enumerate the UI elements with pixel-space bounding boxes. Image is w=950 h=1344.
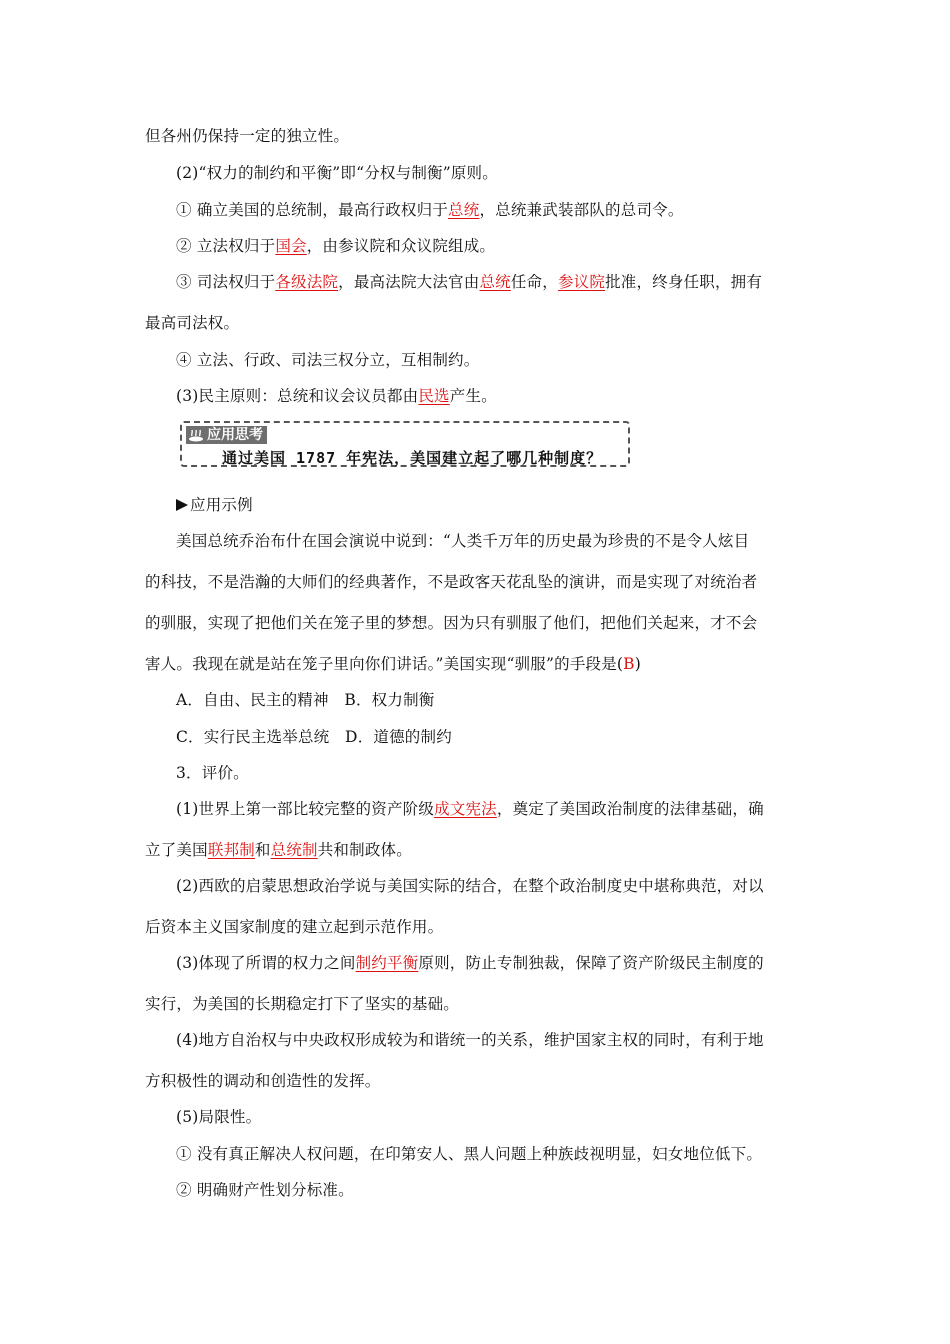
text-line: 最高司法权。 — [145, 314, 240, 332]
text-line: 方积极性的调动和创造性的发挥。 — [145, 1072, 381, 1090]
option-line: A．自由、民主的精神 B．权力制衡 — [176, 691, 435, 709]
text-line: ① 确立美国的总统制，最高行政权归于总统，总统兼武装部队的总司令。 — [176, 201, 684, 219]
answer-blank: 参议院 — [557, 273, 606, 291]
answer-blank: 成文宪法 — [434, 800, 497, 818]
text-line: 后资本主义国家制度的建立起到示范作用。 — [145, 918, 444, 936]
triangle-bullet-icon — [176, 499, 188, 511]
answer-letter: B — [623, 655, 635, 673]
text-line: ③ 司法权归于各级法院，最高法院大法官由总统任命，参议院批准，终身任职，拥有 — [176, 273, 763, 291]
answer-blank: 联邦制 — [207, 841, 255, 859]
text-line: (3)体现了所谓的权力之间制约平衡原则，防止专制独裁，保障了资产阶级民主制度的 — [176, 954, 764, 972]
text-line: 但各州仍保持一定的独立性。 — [145, 127, 350, 145]
section-heading: 3．评价。 — [176, 764, 249, 782]
text-line: ② 明确财产性划分标准。 — [176, 1181, 354, 1199]
answer-blank: 国会 — [275, 237, 307, 255]
text-line: (1)世界上第一部比较完整的资产阶级成文宪法，奠定了美国政治制度的法律基础，确 — [176, 800, 764, 818]
text-line: 害人。我现在就是站在笼子里向你们讲话。”美国实现“驯服”的手段是(B) — [145, 655, 642, 673]
text-line: (5)局限性。 — [176, 1108, 262, 1126]
text-line: 美国总统乔治布什在国会演说中说到：“人类千万年的历史最为珍贵的不是令人炫目 — [176, 532, 750, 550]
text-line: ① 没有真正解决人权问题，在印第安人、黑人问题上种族歧视明显，妇女地位低下。 — [176, 1145, 763, 1163]
steam-icon — [188, 428, 204, 442]
answer-blank: 总统 — [448, 201, 480, 219]
text-line: ② 立法权归于国会，由参议院和众议院组成。 — [176, 237, 496, 255]
text-line: 的科技，不是浩瀚的大师们的经典著作，不是政客天花乱坠的演讲，而是实现了对统治者 — [145, 573, 758, 591]
think-box — [180, 421, 630, 467]
think-box-question: 通过美国 1787 年宪法，美国建立起了哪几种制度？ — [222, 449, 603, 467]
text-line: (4)地方自治权与中央政权形成较为和谐统一的关系，维护国家主权的同时，有利于地 — [176, 1031, 764, 1049]
think-box-label: 应用思考 — [186, 426, 267, 444]
answer-blank: 各级法院 — [275, 273, 339, 291]
text-line: 的驯服，实现了把他们关在笼子里的梦想。因为只有驯服了他们，把他们关起来，才不会 — [145, 614, 758, 632]
answer-blank: 总统 — [479, 273, 511, 291]
text-line: (2)“权力的制约和平衡”即“分权与制衡”原则。 — [176, 164, 498, 182]
answer-blank: 民选 — [418, 387, 450, 405]
option-line: C．实行民主选举总统 D．道德的制约 — [176, 728, 452, 746]
text-line: 实行，为美国的长期稳定打下了坚实的基础。 — [145, 995, 460, 1013]
text-line: ④ 立法、行政、司法三权分立，互相制约。 — [176, 351, 480, 369]
text-line: 立了美国联邦制和总统制共和制政体。 — [145, 841, 412, 859]
answer-blank: 制约平衡 — [355, 954, 419, 972]
section-heading: 应用示例 — [176, 495, 253, 515]
text-line: (3)民主原则：总统和议会议员都由民选产生。 — [176, 387, 497, 405]
text-line: (2)西欧的启蒙思想政治学说与美国实际的结合，在整个政治制度史中堪称典范，对以 — [176, 877, 764, 895]
answer-blank: 总统制 — [270, 841, 318, 859]
